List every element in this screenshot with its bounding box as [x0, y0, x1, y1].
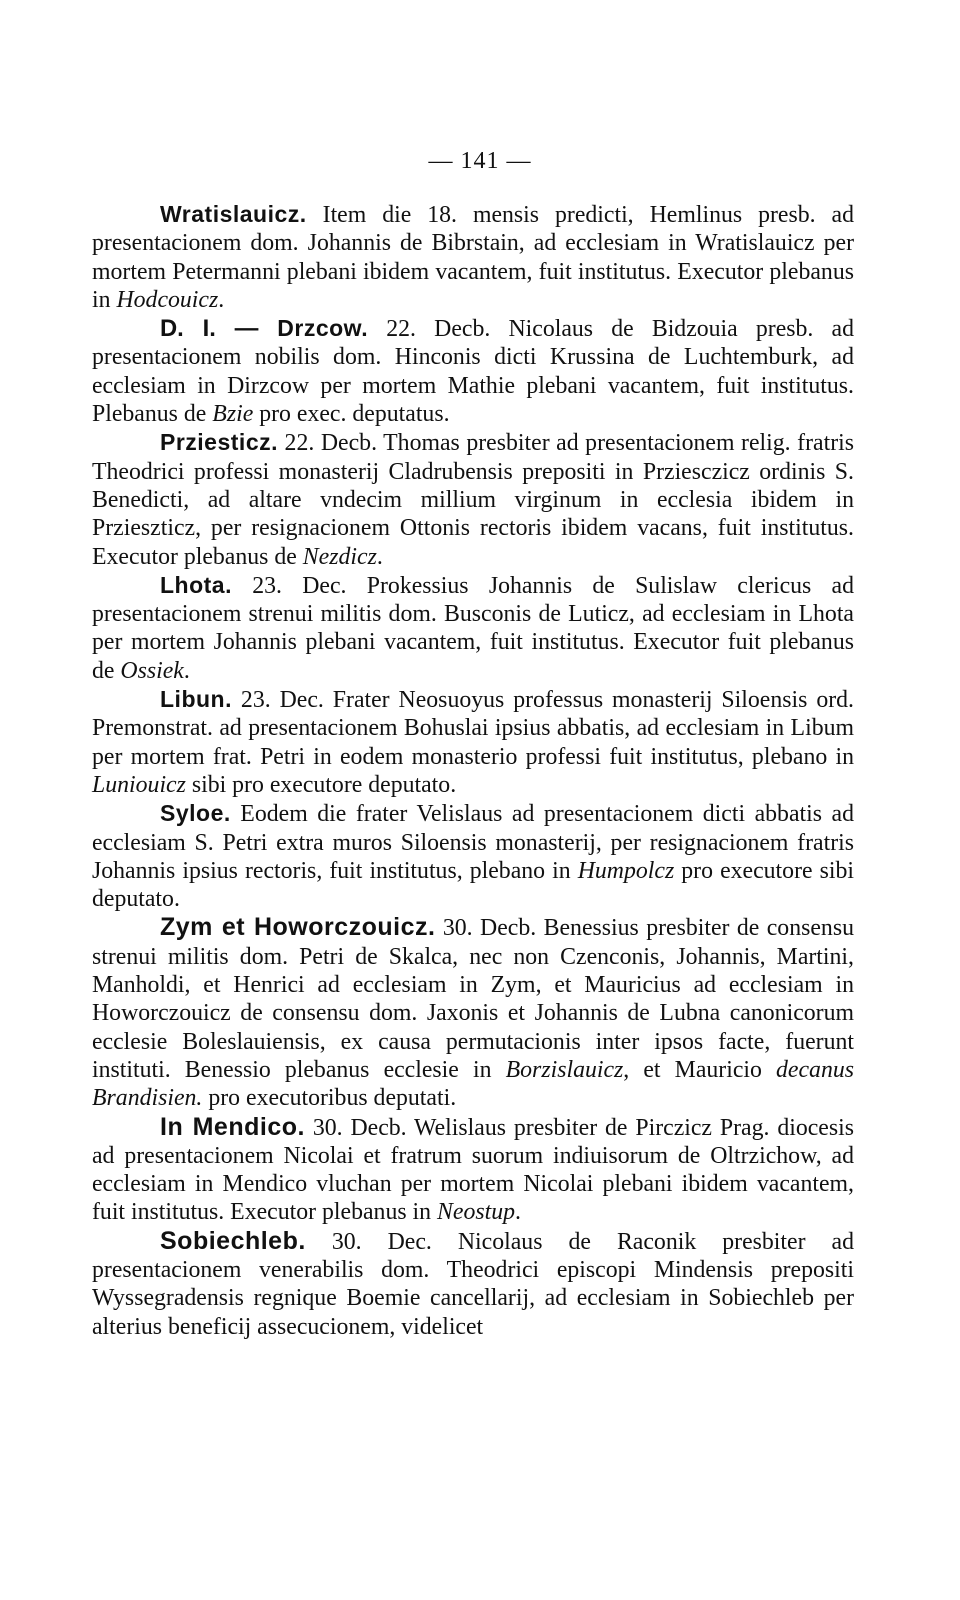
place-heading: Sobiechleb. [160, 1226, 306, 1255]
entry-lhota [92, 571, 854, 685]
entry-sobiechleb [92, 1227, 854, 1341]
italic-place: Neostup [437, 1199, 516, 1226]
section-prefix: D. I. — [160, 315, 278, 343]
entry-syloe [92, 799, 854, 913]
place-heading: Lhota. [160, 571, 232, 598]
place-heading: Zym et Howorczouicz. [160, 913, 436, 942]
entry-prziesticz [92, 428, 854, 570]
entry-text: . [183, 657, 190, 684]
italic-place: Humpolcz [577, 857, 675, 884]
entry-libun [92, 685, 854, 799]
entry-text: Item die 18. mensis predicti, Hemlinus presb. ad presentacionem dom. Johannis de Bibrstain, ad ecclesiam in Wratislauicz per mortem Petermanni plebani ibidem vacantem, fuit institutus. Executor plebanus in [92, 202, 854, 313]
italic-place: Bzie [212, 401, 254, 428]
place-heading: Syloe. [160, 800, 231, 827]
entry-text: pro executore sibi deputato. [92, 857, 854, 913]
italic-place: Luniouicz [92, 771, 186, 798]
entry-text: 23. Dec. Frater Neosuoyus professus monasterij Siloensis ord. Premonstrat. ad presentacionem Bohuslai ipsius abbatis, ad ecclesiam in Libum per mortem frat. Petri in eodem monasterio professi fuit institutus, plebano in [92, 687, 854, 770]
entry-text: Eodem die frater Velislaus ad presentacionem dicti abbatis ad ecclesiam S. Petri extra muros Siloensis monasterij, per resignacionem fratris Johannis ipsius rectoris, fuit institutus, plebano in [92, 801, 854, 884]
entry-text: . [218, 286, 225, 313]
entry-wratislauicz [92, 200, 854, 314]
entry-text: 22. Decb. Thomas presbiter ad presentacionem relig. fratris Theodrici professi monasterij Cladrubensis prepositi in Prziesczicz ordinis S. Benedicti, ad altare vndecim millium virginum in ecclesia ibidem in Przieszticz, per resignacionem Ottonis rectoris ibidem vacans, fuit institutus. Executor plebanus de [92, 430, 854, 570]
page-number: — 141 — [428, 148, 532, 174]
entry-text: , et Mauricio [623, 1056, 777, 1083]
entry-text: . [515, 1199, 521, 1226]
entry-text: 30. Decb. Welislaus presbiter de Pirczicz Prag. diocesis ad presentacionem Nicolai et fratrum suorum indiuisorum de Oltrzichow, ad ecclesiam in Mendico vluchan per mortem Nicolai plebani ibidem vacantem, fuit institutus. Executor plebanus in [92, 1114, 854, 1226]
place-heading: Drzcow. [277, 315, 369, 342]
italic-place: Hodcouicz [116, 286, 219, 313]
entry-zym-howorczouicz [92, 913, 854, 1112]
italic-place: Nezdicz [302, 543, 377, 570]
entry-text: . [376, 543, 383, 570]
entry-text: sibi pro executore deputato. [185, 771, 457, 798]
entry-text: 30. Decb. Benessius presbiter de consensu strenui militis dom. Petri de Skalca, nec non Czenconis, Johannis, Martini, Manholdi, et Henrici ad ecclesiam in Zym, et Mauricius ad ecclesiam in Howorczouicz de consensu dom. Jaxonis et Johannis de Lubna canonicorum ecclesie Boleslauiensis, ex causa permutacionis inter ipsos facte, fuerunt instituti. Benessio plebanus ecclesie in [92, 915, 854, 1083]
italic-place: decanus Brandisien. [92, 1056, 855, 1112]
italic-place: Ossiek [120, 657, 184, 684]
entry-text: 23. Dec. Prokessius Johannis de Sulislaw clericus ad presentacionem strenui militis dom. Busconis de Luticz, ad ecclesiam in Lhota per mortem Johannis plebani vacantem, fuit institutus. Executor fuit plebanus de [92, 572, 854, 684]
entry-text: pro executoribus deputati. [202, 1085, 457, 1112]
entry-in-mendico [92, 1113, 854, 1227]
entry-text: 30. Dec. Nicolaus de Raconik presbiter ad presentacionem venerabilis dom. Theodrici episcopi Mindensis prepositi Wyssegradensis regnique Boemie cancellarij, ad ecclesiam in Sobiechleb per alterius beneficij assecucionem, videlicet [92, 1228, 854, 1340]
place-heading: Libun. [160, 686, 232, 713]
place-heading: In Mendico. [160, 1112, 305, 1141]
entry-text: pro exec. deputatus. [253, 401, 450, 428]
italic-place: Borzislauicz [505, 1056, 624, 1083]
entry-drzcow [92, 314, 854, 428]
place-heading: Prziesticz. [160, 429, 278, 456]
register-text [92, 200, 854, 1341]
place-heading: Wratislauicz. [160, 201, 307, 227]
entry-text: 22. Decb. Nicolaus de Bidzouia presb. ad presentacionem nobilis dom. Hinconis dicti Krussina de Luchtemburk, ad ecclesiam in Dirzcow per mortem Mathie plebani vacantem, fuit institutus. Plebanus de [92, 316, 854, 428]
